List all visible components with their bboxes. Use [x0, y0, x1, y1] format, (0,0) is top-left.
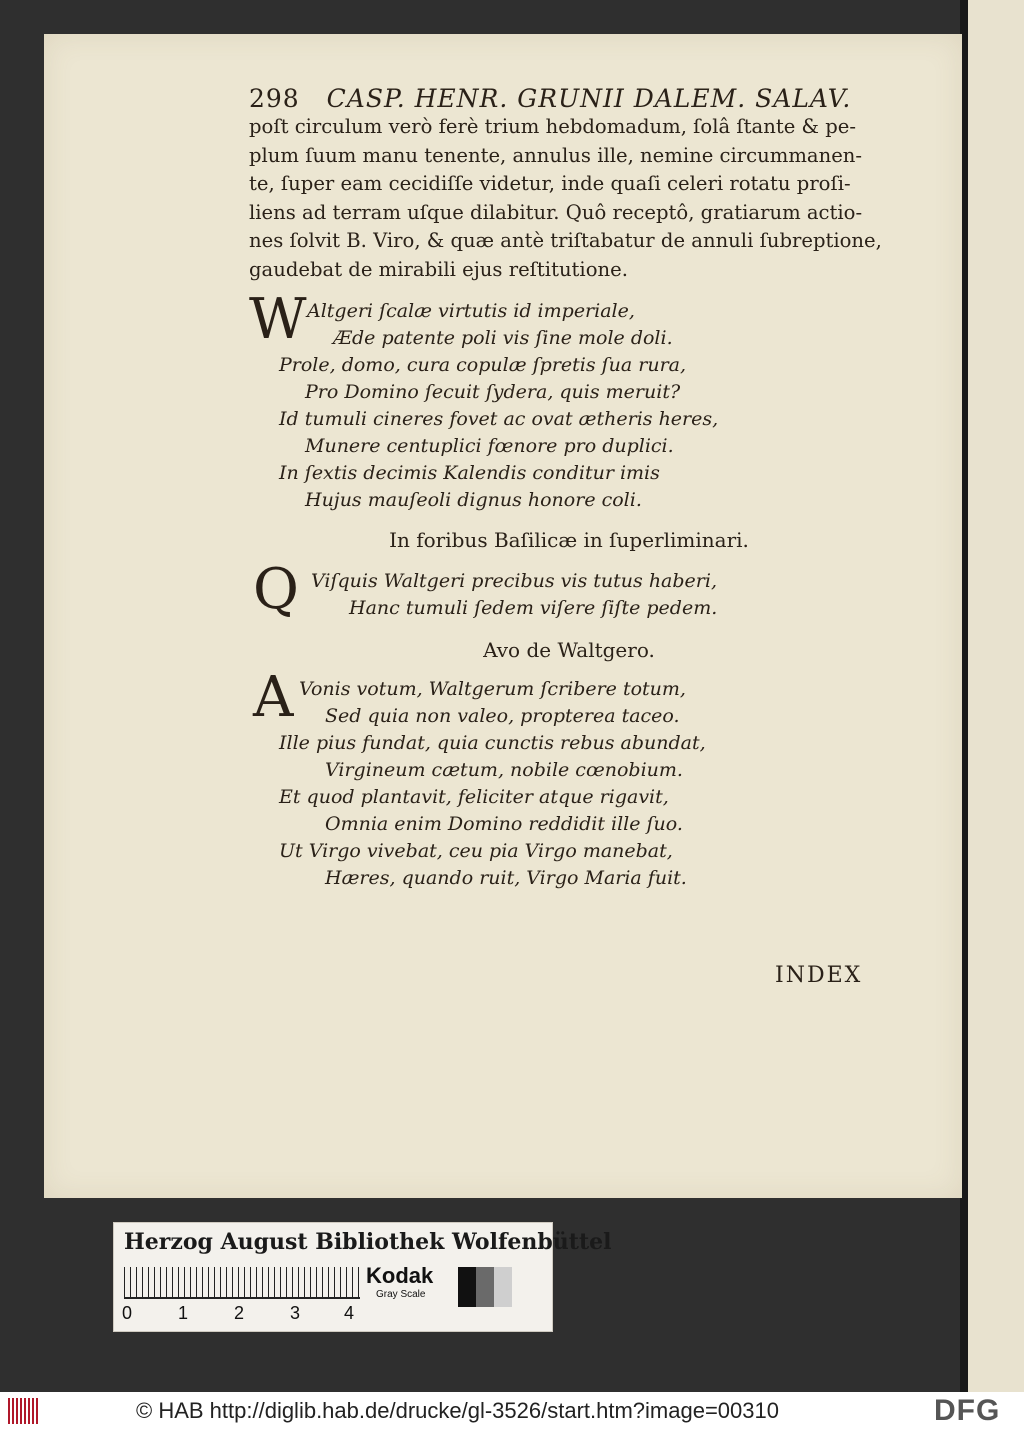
book-page [44, 34, 962, 1198]
ruler-number: 3 [290, 1303, 301, 1323]
drop-cap: A [253, 665, 294, 730]
verse-line: Vonis votum, Waltgerum ſcribere totum, [299, 678, 686, 700]
ruler-number: 4 [344, 1303, 355, 1323]
verse-line: Virgineum cætum, nobile cœnobium. [325, 759, 683, 781]
ruler-number: 2 [234, 1303, 245, 1323]
gray-swatch-light [494, 1267, 512, 1307]
verse-line: Altgeri ſcalæ virtutis id imperiale, [307, 300, 635, 322]
prose-line: nes ſolvit B. Viro, & quæ antè triſtabatur de annuli ſubreptione, [249, 229, 882, 252]
catchword: INDEX [775, 963, 863, 988]
verse-line: Id tumuli cineres fovet ac ovat ætheris heres, [279, 408, 719, 430]
verse-line: Et quod plantavit, feliciter atque rigavit, [279, 786, 669, 808]
prose-line: liens ad terram uſque dilabitur. Quô receptô, gratiarum actio- [249, 200, 863, 224]
viewer-footer [0, 1392, 1024, 1430]
adjacent-page-strip [968, 0, 1024, 1392]
library-label-card [113, 1222, 612, 1332]
verse-line: In ſextis decimis Kalendis conditur imis [279, 462, 660, 484]
copyright-link[interactable]: © HAB http://diglib.hab.de/drucke/gl-3526/start.htm?image=00310 [136, 1398, 779, 1423]
verse-line: Viſquis Waltgeri precibus vis tutus haberi, [311, 570, 717, 592]
dfg-logo: DFG [934, 1394, 1001, 1427]
ruler-number: 1 [178, 1303, 189, 1323]
verse-line: Pro Domino ſecuit ſydera, quis meruit? [305, 381, 681, 403]
prose-line: gaudebat de mirabili ejus reſtitutione. [249, 257, 628, 281]
prose-line: plum ſuum manu tenente, annulus ille, nemine circummanen- [249, 143, 863, 167]
page-text-block [249, 84, 889, 892]
running-header [249, 84, 889, 113]
section-heading: In foribus Baſilicæ in ſuperliminari. [389, 528, 749, 552]
verse-line: Hæres, quando ruit, Virgo Maria fuit. [325, 867, 687, 889]
gray-swatch-black [458, 1267, 476, 1307]
verse-line: Ille pius fundat, quia cunctis rebus abundat, [279, 732, 706, 754]
verse-line: Ut Virgo vivebat, ceu pia Virgo manebat, [279, 840, 673, 862]
gray-scale-caption: Gray Scale [376, 1289, 426, 1300]
verse-line: Æde patente poli vis ſine mole doli. [333, 327, 673, 349]
scale-ruler [124, 1267, 360, 1299]
kodak-logo: Kodak [366, 1263, 434, 1288]
prose-paragraph [249, 113, 889, 284]
epitaph-verse [249, 287, 889, 514]
barcode-icon [8, 1398, 38, 1424]
dedication-verse [249, 665, 889, 892]
verse-line: Sed quia non valeo, propterea taceo. [325, 705, 680, 727]
gray-swatch-mid [476, 1267, 494, 1307]
verse-line: Hujus mauſeoli dignus honore coli. [305, 489, 642, 511]
prose-line: te, ſuper eam cecidiſſe videtur, inde quaſi celeri rotatu proſi- [249, 172, 851, 195]
running-title: CASP. HENR. GRUNII DALEM. SALAV. [326, 84, 852, 113]
verse-line: Hanc tumuli ſedem viſere ſiſte pedem. [349, 597, 718, 619]
verse-line: Munere centuplici fœnore pro duplici. [305, 435, 674, 457]
verse-line: Prole, domo, cura copulæ ſpretis ſua rura, [279, 354, 687, 376]
drop-cap: Q [253, 557, 299, 622]
ruler-number: 0 [122, 1303, 133, 1323]
library-name: Herzog August Bibliothek Wolfenbüttel [124, 1229, 612, 1255]
verse-line: Omnia enim Domino reddidit ille ſuo. [325, 813, 683, 835]
prose-line: poſt circulum verò ferè trium hebdomadum, ſolâ ſtante & pe- [249, 115, 856, 138]
inscription-verse [249, 557, 889, 622]
page-number: 298 [249, 84, 300, 113]
drop-cap: W [249, 287, 307, 352]
section-heading: Avo de Waltgero. [483, 638, 655, 662]
